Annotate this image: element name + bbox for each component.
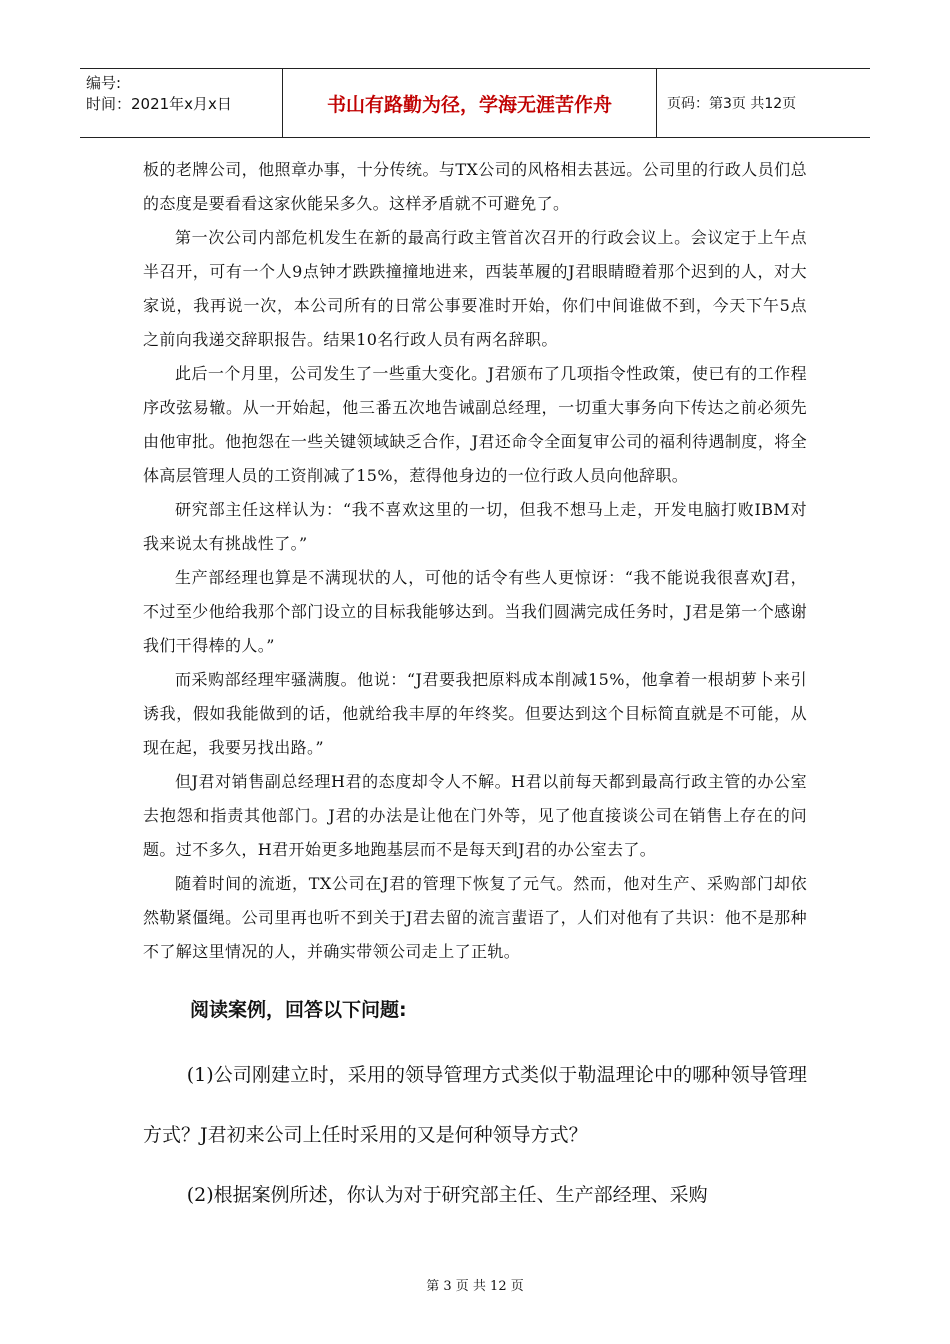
header-info-cell <box>80 69 283 137</box>
header-page-label: 页码：第3页 共12页 <box>667 96 797 112</box>
case-text <box>143 153 807 969</box>
paragraph: 板的老牌公司，他照章办事，十分传统。与TX公司的风格相去甚远。公司里的行政人员们总的态度是要看看这家伙能呆多久。这样矛盾就不可避免了。 <box>143 160 807 213</box>
paragraph: 随着时间的流逝，TX公司在J君的管理下恢复了元气。然而，他对生产、采购部门却依然勒紧僵绳。公司里再也听不到关于J君去留的流言蜚语了，人们对他有了共识：他不是那种不了解这里情况的人，并确实带领公司走上了正轨。 <box>143 874 807 961</box>
paragraph: 第一次公司内部危机发生在新的最高行政主管首次召开的行政会议上。会议定于上午点半召开，可有一个人9点钟才跌跌撞撞地进来，西装革履的J君眼睛瞪着那个迟到的人，对大家说，我再说一次，本公司所有的日常公事要准时开始，你们中间谁做不到，今天下午5点之前向我递交辞职报告。结果10名行政人员有两名辞职。 <box>143 228 807 349</box>
paragraph: 生产部经理也算是不满现状的人，可他的话令有些人更惊讶：“我不能说我很喜欢J君，不过至少他给我那个部门设立的目标我能够达到。当我们圆满完成任务时，J君是第一个感谢我们干得棒的人。” <box>143 568 807 655</box>
header-motto: 书山有路勤为径，学海无涯苦作舟 <box>283 69 657 137</box>
doc-number-label: 编号: <box>86 74 122 92</box>
section-title: 阅读案例，回答以下问题: <box>190 999 407 1021</box>
paragraph: 而采购部经理牢骚满腹。他说：“J君要我把原料成本削减15%，他拿着一根胡萝卜来引诱我，假如我能做到的话，他就给我丰厚的年终奖。但要达到这个目标简直就是不可能，从现在起，我要另找出路。” <box>143 670 807 757</box>
question-2: (2)根据案例所述，你认为对于研究部主任、生产部经理、采购 <box>186 1184 708 1206</box>
paragraph: 研究部主任这样认为：“我不喜欢这里的一切，但我不想马上走，开发电脑打败IBM对我来说太有挑战性了。” <box>143 500 807 553</box>
paragraph: 但J君对销售副总经理H君的态度却令人不解。H君以前每天都到最高行政主管的办公室去抱怨和指责其他部门。J君的办法是让他在门外等，见了他直接谈公司在销售上存在的问题。过不多久，H君开始更多地跑基层而不是每天到J君的办公室去了。 <box>143 772 807 859</box>
paragraph: 此后一个月里，公司发生了一些重大变化。J君颁布了几项指令性政策，使已有的工作程序改弦易辙。从一开始起，他三番五次地告诫副总经理，一切重大事务向下传达之前必须先由他审批。他抱怨在一些关键领域缺乏合作，J君还命令全面复审公司的福利待遇制度，将全体高层管理人员的工资削减了15%，惹得他身边的一位行政人员向他辞职。 <box>143 364 807 485</box>
question-1: (1)公司刚建立时，采用的领导管理方式类似于勒温理论中的哪种领导管理方式？J君初来公司上任时采用的又是何种领导方式？ <box>143 1064 807 1146</box>
page-header <box>80 68 870 138</box>
doc-date-label: 时间：2021年x月x日 <box>86 95 232 113</box>
page-footer: 第 3 页 共 12 页 <box>426 1279 524 1294</box>
